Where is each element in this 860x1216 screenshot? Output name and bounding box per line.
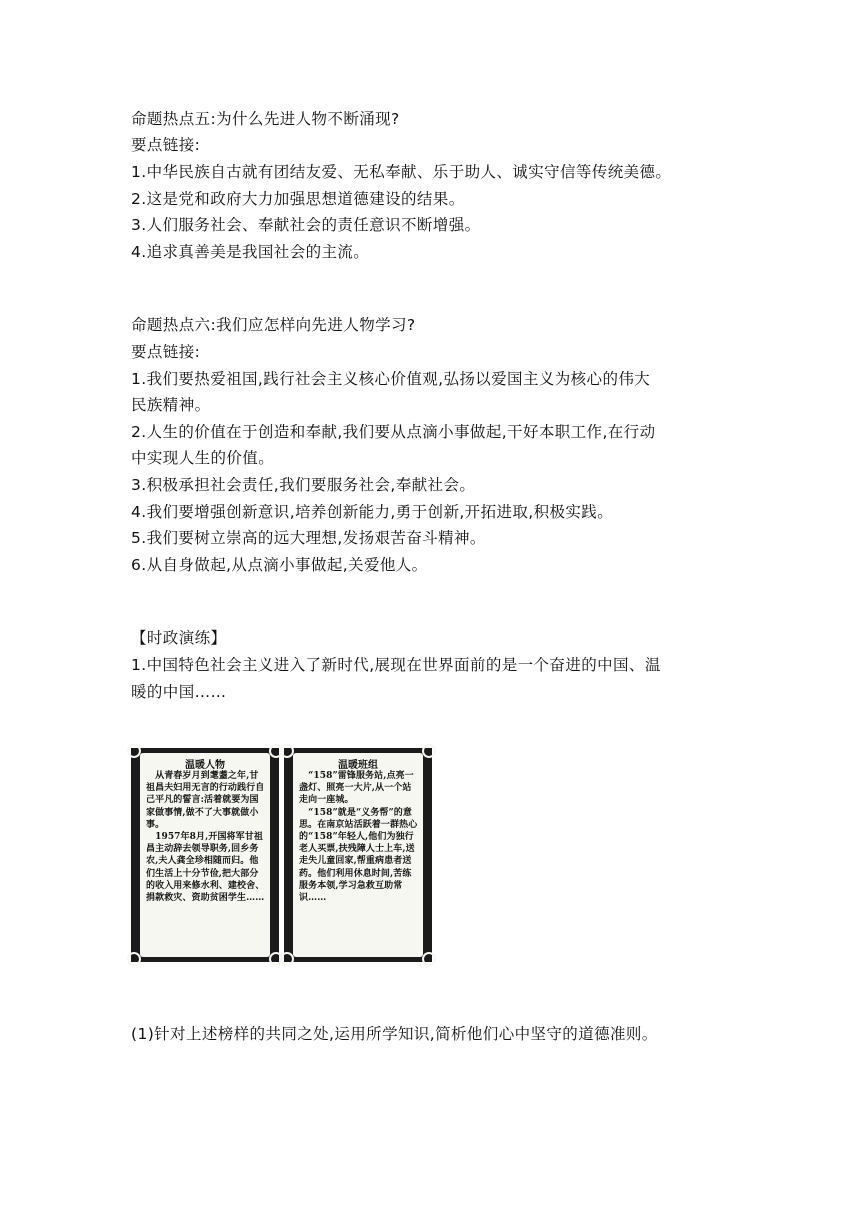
section6-line-8: 6.从自身做起,从点滴小事做起,关爱他人。 (131, 556, 428, 574)
card-title: 温暖人物 (185, 760, 225, 771)
role-model-figure (131, 748, 435, 962)
section6-subtitle: 要点链接: (131, 343, 201, 361)
section5-point-4: 4.追求真善美是我国社会的主流。 (131, 243, 370, 261)
section6-line-1: 1.我们要热爱祖国,践行社会主义核心价值观,弘扬以爱国主义为核心的伟大 (131, 370, 651, 388)
section5-title: 命题热点五:为什么先进人物不断涌现? (131, 110, 400, 128)
warm-person-card (131, 748, 279, 962)
section6-line-3: 2.人生的价值在于创造和奉献,我们要从点滴小事做起,干好本职工作,在行动 (131, 423, 656, 441)
warm-team-card (284, 748, 432, 962)
section5-point-3: 3.人们服务社会、奉献社会的责任意识不断增强。 (131, 216, 481, 234)
exercise-heading: 【时政演练】 (131, 629, 227, 647)
ornament-icon (422, 744, 436, 758)
section6-line-7: 5.我们要树立崇高的远大理想,发扬艰苦奋斗精神。 (131, 529, 486, 547)
section6-line-6: 4.我们要增强创新意识,培养创新能力,勇于创新,开拓进取,积极实践。 (131, 503, 614, 521)
exercise-q1-line-2: 暖的中国…… (131, 683, 227, 701)
section6-title: 命题热点六:我们应怎样向先进人物学习? (131, 316, 416, 334)
section5-point-2: 2.这是党和政府大力加强思想道德建设的结果。 (131, 190, 465, 208)
section5-subtitle: 要点链接: (131, 136, 201, 154)
card-body: “158”雷锋服务站,点亮一盏灯、照亮一大片,从一个站走向一座城。 “158”就是“义务帮”的意思。在南京站活跃着一群热心的“158”年轻人,他们为独行老人买票,扶残障人士上车,送走失儿童回家,帮重病患者送药。他们利用休息时间,苦练服务本领,学习急救互助常识…… (299, 771, 418, 904)
section6-line-5: 3.积极承担社会责任,我们要服务社会,奉献社会。 (131, 476, 476, 494)
card-title: 温暖班组 (338, 760, 378, 771)
ornament-icon (280, 952, 294, 966)
ornament-icon (422, 952, 436, 966)
section5-point-1: 1.中华民族自古就有团结友爱、无私奉献、乐于助人、诚实守信等传统美德。 (131, 163, 672, 181)
card-panel (293, 753, 423, 957)
ornament-icon (127, 744, 141, 758)
section6-line-2: 民族精神。 (131, 396, 211, 414)
card-body: 从青春岁月到耄耋之年,甘祖昌夫妇用无言的行动践行自己平凡的誓言:活着就要为国家做事情,做不了大事就做小事。 1957年8月,开国将军甘祖昌主动辞去领导职务,回乡务农,夫人龚全珍相随而归。他们生活上十分节俭,把大部分的收入用来修水利、建校舍、捐款救灾、资助贫困学生…… (146, 771, 265, 904)
card-panel (140, 753, 270, 957)
exercise-q1-line-1: 1.中国特色社会主义进入了新时代,展现在世界面前的是一个奋进的中国、温 (131, 656, 661, 674)
section6-line-4: 中实现人生的价值。 (131, 449, 275, 467)
ornament-icon (127, 952, 141, 966)
ornament-icon (280, 744, 294, 758)
exercise-sub-question: (1)针对上述榜样的共同之处,运用所学知识,简析他们心中坚守的道德准则。 (131, 1025, 658, 1043)
